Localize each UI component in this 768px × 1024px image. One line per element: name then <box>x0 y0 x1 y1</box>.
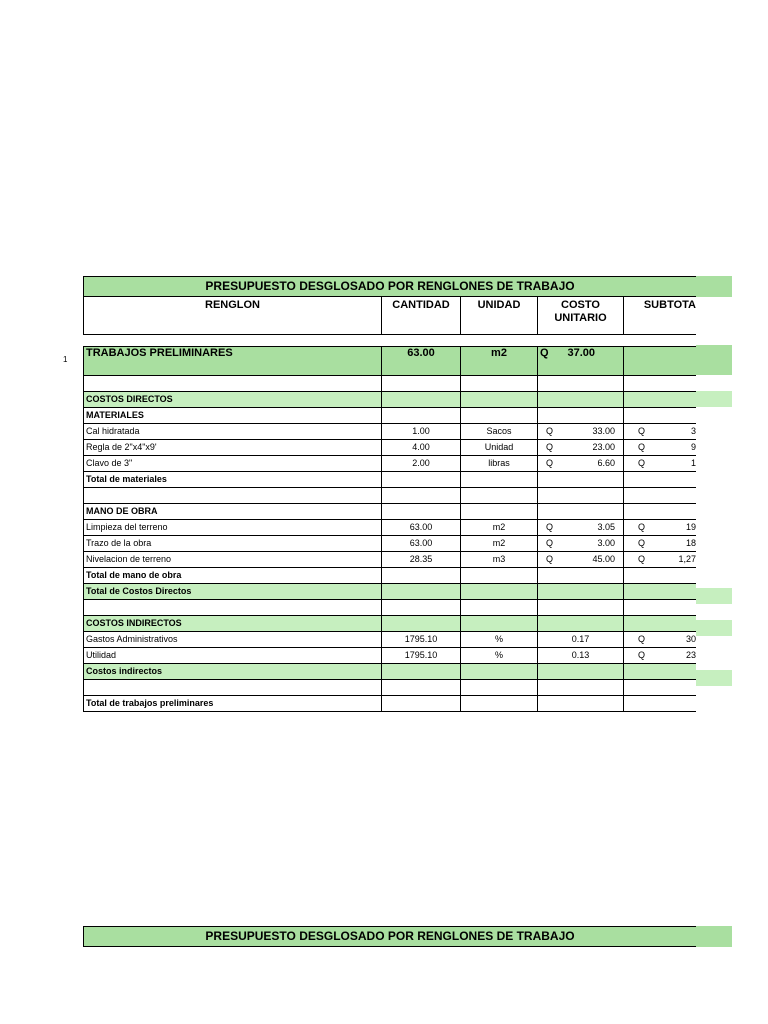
header-costo-unitario <box>538 297 624 335</box>
row-subtotal-currency: Q <box>638 458 646 468</box>
table-row <box>83 584 696 600</box>
row-subtotal <box>624 552 696 568</box>
table-row <box>83 408 696 424</box>
row-cantidad <box>382 696 461 712</box>
row-cantidad: 1795.10 <box>382 632 461 648</box>
row-cantidad: 1.00 <box>382 424 461 440</box>
table-row <box>83 680 696 696</box>
table-header <box>83 297 696 335</box>
row-subtotal <box>624 680 696 696</box>
item-extension <box>696 345 732 375</box>
row-cantidad <box>382 680 461 696</box>
row-unidad: m3 <box>461 552 538 568</box>
row-unidad: % <box>461 648 538 664</box>
row-costo <box>538 680 624 696</box>
table-row <box>83 424 696 440</box>
row-currency: Q <box>546 426 554 436</box>
row-costo-value: 3.00 <box>597 538 615 548</box>
item-currency: Q <box>540 347 549 359</box>
row-subtotal <box>624 584 696 600</box>
row-costo-value: 45.00 <box>592 554 615 564</box>
header-costo-line2: UNITARIO <box>554 312 607 324</box>
row-unidad <box>461 600 538 616</box>
table-row <box>83 696 696 712</box>
row-unidad <box>461 680 538 696</box>
table-row <box>83 488 696 504</box>
row-subtotal-value: 1 <box>690 458 696 468</box>
row-cantidad <box>382 568 461 584</box>
table-row <box>83 376 696 392</box>
row-subtotal <box>624 408 696 424</box>
row-unidad: m2 <box>461 520 538 536</box>
row-costo <box>538 536 624 552</box>
budget-table-2 <box>83 926 696 947</box>
row-costo <box>538 376 624 392</box>
row-cantidad <box>382 408 461 424</box>
table-row <box>83 392 696 408</box>
row-subtotal <box>624 504 696 520</box>
table-title-2: PRESUPUESTO DESGLOSADO POR RENGLONES DE TRABAJO <box>83 926 696 947</box>
row-cantidad <box>382 472 461 488</box>
row-cantidad <box>382 616 461 632</box>
row-unidad: % <box>461 632 538 648</box>
row-subtotal-currency: Q <box>638 554 646 564</box>
table-row <box>83 520 696 536</box>
table-row <box>83 472 696 488</box>
row-subtotal-value: 23 <box>685 650 696 660</box>
row-label: MANO DE OBRA <box>83 504 382 520</box>
header-renglon: RENGLON <box>83 297 382 335</box>
row-unidad: Unidad <box>461 440 538 456</box>
row-label: Clavo de 3" <box>83 456 382 472</box>
row-subtotal <box>624 536 696 552</box>
table-row <box>83 568 696 584</box>
row-subtotal-value: 3 <box>690 426 696 436</box>
row-costo <box>538 664 624 680</box>
row-costo-value: 6.60 <box>597 458 615 468</box>
row-label: Regla de 2"x4"x9' <box>83 440 382 456</box>
row-label: Total de materiales <box>83 472 382 488</box>
row-costo <box>538 408 624 424</box>
row-costo <box>538 696 624 712</box>
row-number: 1 <box>63 355 68 364</box>
title-extension <box>696 276 732 297</box>
item-costo-value: 37.00 <box>567 347 595 359</box>
row-costo <box>538 456 624 472</box>
row-label: Gastos Administrativos <box>83 632 382 648</box>
row-subtotal-currency: Q <box>638 634 646 644</box>
row-label: Total de mano de obra <box>83 568 382 584</box>
item-unidad: m2 <box>461 346 538 376</box>
row-label <box>83 680 382 696</box>
row-cantidad: 28.35 <box>382 552 461 568</box>
item-subtotal <box>624 346 696 376</box>
row-costo <box>538 504 624 520</box>
row-unidad: m2 <box>461 536 538 552</box>
row-unidad <box>461 376 538 392</box>
row-currency: Q <box>546 554 554 564</box>
row-subtotal <box>624 616 696 632</box>
header-subtotal: SUBTOTA <box>624 297 696 335</box>
row-cantidad: 1795.10 <box>382 648 461 664</box>
costos-directos-extension <box>696 391 732 407</box>
row-costo-value: 0.13 <box>571 650 590 660</box>
table-row <box>83 440 696 456</box>
row-unidad <box>461 488 538 504</box>
row-label: COSTOS INDIRECTOS <box>83 616 382 632</box>
row-subtotal-currency: Q <box>638 538 646 548</box>
row-subtotal <box>624 648 696 664</box>
table-row <box>83 664 696 680</box>
row-costo <box>538 600 624 616</box>
row-subtotal <box>624 696 696 712</box>
header-cantidad: CANTIDAD <box>382 297 461 335</box>
row-currency: Q <box>546 458 554 468</box>
row-subtotal <box>624 632 696 648</box>
header-unidad: UNIDAD <box>461 297 538 335</box>
row-cantidad <box>382 584 461 600</box>
row-subtotal <box>624 568 696 584</box>
row-currency: Q <box>546 522 554 532</box>
row-label: Limpieza del terreno <box>83 520 382 536</box>
row-label: Costos indirectos <box>83 664 382 680</box>
row-cantidad <box>382 376 461 392</box>
detail-rows <box>83 376 696 712</box>
row-subtotal-currency: Q <box>638 650 646 660</box>
row-costo <box>538 424 624 440</box>
item-costo <box>538 346 624 376</box>
row-subtotal <box>624 664 696 680</box>
row-subtotal <box>624 600 696 616</box>
row-cantidad: 63.00 <box>382 520 461 536</box>
row-unidad <box>461 408 538 424</box>
row-subtotal <box>624 376 696 392</box>
row-cantidad <box>382 392 461 408</box>
row-unidad <box>461 472 538 488</box>
row-unidad <box>461 504 538 520</box>
row-cantidad <box>382 504 461 520</box>
row-currency: Q <box>546 442 554 452</box>
row-label <box>83 600 382 616</box>
row-costo <box>538 488 624 504</box>
table-row <box>83 648 696 664</box>
row-costo-value: 33.00 <box>592 426 615 436</box>
row-cantidad: 4.00 <box>382 440 461 456</box>
row-label: Nivelacion de terreno <box>83 552 382 568</box>
row-subtotal <box>624 456 696 472</box>
item-cantidad: 63.00 <box>382 346 461 376</box>
row-subtotal <box>624 392 696 408</box>
row-subtotal <box>624 520 696 536</box>
row-subtotal-value: 30 <box>685 634 696 644</box>
row-subtotal-currency: Q <box>638 442 646 452</box>
spacer <box>83 335 696 346</box>
row-costo <box>538 632 624 648</box>
budget-table <box>83 276 696 712</box>
row-label: MATERIALES <box>83 408 382 424</box>
row-costo <box>538 584 624 600</box>
row-cantidad <box>382 600 461 616</box>
row-cantidad: 2.00 <box>382 456 461 472</box>
row-subtotal <box>624 424 696 440</box>
row-costo-value: 0.17 <box>571 634 590 644</box>
row-subtotal-value: 18 <box>685 538 696 548</box>
row-costo <box>538 440 624 456</box>
row-label: Total de trabajos preliminares <box>83 696 382 712</box>
title-2-extension <box>696 926 732 947</box>
table-row <box>83 600 696 616</box>
row-costo <box>538 392 624 408</box>
table-row <box>83 536 696 552</box>
row-subtotal-value: 1,27 <box>678 554 696 564</box>
table-row <box>83 616 696 632</box>
row-costo <box>538 552 624 568</box>
table-row <box>83 504 696 520</box>
row-label: Trazo de la obra <box>83 536 382 552</box>
table-title: PRESUPUESTO DESGLOSADO POR RENGLONES DE TRABAJO <box>83 276 696 297</box>
row-unidad <box>461 696 538 712</box>
row-label <box>83 376 382 392</box>
costos-indirectos-extension <box>696 620 732 636</box>
row-unidad <box>461 568 538 584</box>
row-cantidad <box>382 488 461 504</box>
row-costo <box>538 568 624 584</box>
row-costo <box>538 472 624 488</box>
table-row <box>83 552 696 568</box>
row-label: COSTOS DIRECTOS <box>83 392 382 408</box>
row-costo-value: 3.05 <box>597 522 615 532</box>
row-cantidad: 63.00 <box>382 536 461 552</box>
header-costo-line1: COSTO <box>561 299 600 311</box>
row-label: Utilidad <box>83 648 382 664</box>
row-costo-value: 23.00 <box>592 442 615 452</box>
item-name: TRABAJOS PRELIMINARES <box>83 346 382 376</box>
row-label <box>83 488 382 504</box>
row-currency: Q <box>546 538 554 548</box>
row-subtotal-value: 9 <box>690 442 696 452</box>
row-subtotal <box>624 488 696 504</box>
table-row <box>83 456 696 472</box>
row-unidad: Sacos <box>461 424 538 440</box>
costos-indirectos-total-extension <box>696 670 732 686</box>
row-subtotal-currency: Q <box>638 426 646 436</box>
row-unidad: libras <box>461 456 538 472</box>
row-unidad <box>461 392 538 408</box>
table-row <box>83 632 696 648</box>
row-costo <box>538 520 624 536</box>
row-subtotal-currency: Q <box>638 522 646 532</box>
row-unidad <box>461 664 538 680</box>
row-subtotal-value: 19 <box>685 522 696 532</box>
row-costo <box>538 648 624 664</box>
item-row <box>83 346 696 376</box>
row-label: Cal hidratada <box>83 424 382 440</box>
row-subtotal <box>624 472 696 488</box>
row-label: Total de Costos Directos <box>83 584 382 600</box>
row-costo <box>538 616 624 632</box>
row-unidad <box>461 584 538 600</box>
row-subtotal <box>624 440 696 456</box>
total-costos-directos-extension <box>696 588 732 604</box>
row-unidad <box>461 616 538 632</box>
row-cantidad <box>382 664 461 680</box>
